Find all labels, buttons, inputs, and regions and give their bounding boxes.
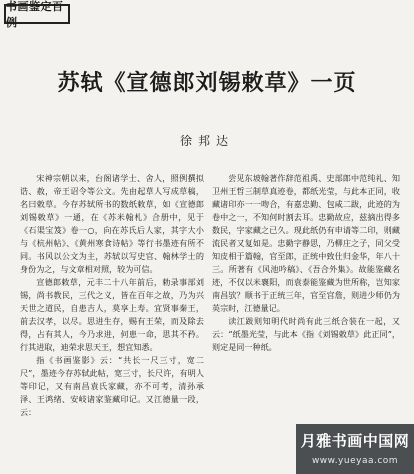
- watermark-url: www.yueyaa.com: [311, 456, 399, 466]
- article-title: 苏轼《宣德郎刘锡敕草》一页: [57, 71, 357, 96]
- paragraph: 尝见东坡翰著作辞范祖禹、史部郎中范纯礼、知卫州王哲三制草真迹卷，都纸光莹，与此本正同，收藏诸印亦一一吻合，有嘉忠勤、包咸二跋，此迹的为卷中之一，不知何时割去耳。忠勤故应，兹摘出得多数民，字家藏之已久。现此纸仍有申请等二印，则藏流民者又复如是。忠勤字静思，乃柳庄之子，同父受知皮相于篇翰，官至郎，正统中致仕归金华，年八十三。所著有《风池吟稿》、《吾合外集》。故能鉴藏名迹，不仅以米襄阳，而袁泰能鉴藏为世所称，岂知家南昌欤？顺书于正统三年，官至宫詹，则进少师仍为英宗时，江德量记。: [212, 173, 400, 313]
- watermark-site-name: 月雅书画中国网: [300, 432, 410, 450]
- body-left-column: [20, 172, 204, 419]
- author-name: 徐邦达: [179, 134, 234, 148]
- paragraph: 宋神宗朝以来，台阁诸学士、舍人，照例撰拟诰、赦，帝王诏令等公文。先由起草人写成草稿，名曰敕草。今存苏轼所书的数纸敕草，如《宣德郎刘锡敕草》一通，在《苏米翰札》合册中，见于《石渠宝笈》卷一○，向在苏氏后人家，其字大小与《杭州帖》、《黄州寒食诗帖》等行书墨迹有所不同。书风以公文为主，苏轼以写史官、翰林学士的身份为之，与文章相对照，较为可信。: [20, 173, 204, 274]
- body-right-column: [212, 172, 400, 354]
- paragraph: 宣德郎敕草，元丰二十八年前后，勅录事部刘锡，尚书教民，三代之义，皆在百年之故，乃为兴天世之道民，自患吉人，莫享上寿。宜贤事秦王，前去汉孝，以尽。思进生存，赐有王荣，而及除去得，占有其人，今乃求进，何患一命，思其不矜。行其进取，迪荣求思天王，想宜知悉。: [20, 277, 204, 352]
- paragraph: 指《书画鉴影》云：“共长一尺三寸，宽二尺”，墨迹今存苏轼此帖，宽三寸，长尺许，有明人等印记，又有南昌袁氏家藏，亦不可考，清孙承泽、王鸿绪、安岐诸家鉴藏印记。又江德量一段，云：: [20, 355, 204, 417]
- column-tag: 书画鉴定百例: [4, 4, 70, 24]
- site-watermark: [296, 424, 414, 474]
- paragraph: 读江跋则知明代时尚有此三纸合装在一起，又云：“纸墨光莹，与此本《指《刘锡敕草》此正同”，则定是同一种纸。: [212, 316, 400, 352]
